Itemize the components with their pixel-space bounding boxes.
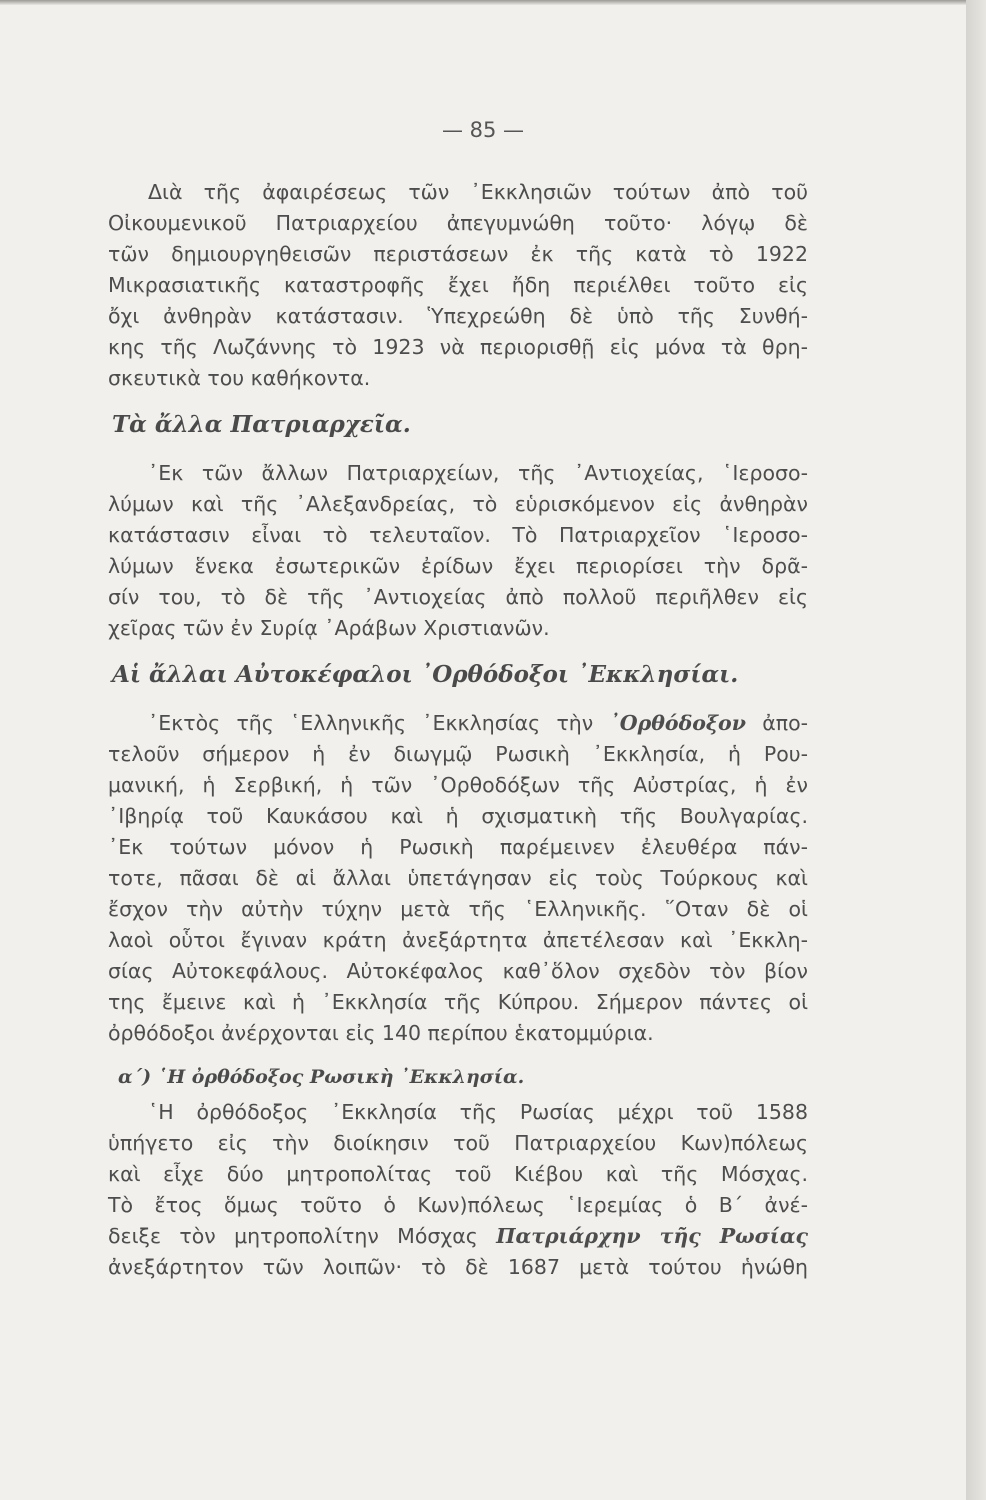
- emphasis-patriarch: Πατριάρχην τῆς Ρωσίας: [496, 1224, 808, 1248]
- text-line: [148, 708, 808, 739]
- text-line: ἀνεξάρτητον τῶν λοιπῶν· τὸ δὲ 1687 μετὰ τούτου ἡνώθη: [108, 1255, 808, 1279]
- emphasis-orthodox: ᾿Ορθόδοξον: [609, 711, 746, 735]
- scan-right-edge: [966, 0, 986, 1500]
- section-heading-autocephalous: Αἱ ἄλλαι Αὐτοκέφαλοι ᾿Ορθόδοξοι ᾿Εκκλησίαι.: [112, 661, 739, 688]
- section-heading-patriarchates: Τὰ ἄλλα Πατριαρχεῖα.: [112, 411, 411, 438]
- text-span: ἀπο-: [745, 711, 809, 735]
- text-line: κατάστασιν εἶναι τὸ τελευταῖον. Τὸ Πατριαρχεῖον ῾Ιεροσο-: [108, 523, 808, 547]
- text-line: ὀρθόδοξοι ἀνέρχονται εἰς 140 περίπου ἑκατομμύρια.: [108, 1021, 654, 1045]
- text-line: Οἰκουμενικοῦ Πατριαρχείου ἀπεγυμνώθη τοῦτο· λόγῳ δὲ: [108, 211, 808, 235]
- text-line: ᾿Ιβηρίᾳ τοῦ Καυκάσου καὶ ἡ σχισματικὴ τῆς Βουλγαρίας.: [108, 804, 808, 828]
- text-line: της ἔμεινε καὶ ἡ ᾿Εκκλησία τῆς Κύπρου. Σήμερον πάντες οἱ: [108, 990, 808, 1014]
- text-line: τελοῦν σήμερον ἡ ἐν διωγμῷ Ρωσικὴ ᾿Εκκλησία, ἡ Ρου-: [108, 742, 808, 766]
- text-line: ὄχι ἀνθηρὰν κατάστασιν. Ὑπεχρεώθη δὲ ὑπὸ τῆς Συνθή-: [108, 304, 808, 328]
- text-line: τοτε, πᾶσαι δὲ αἱ ἄλλαι ὑπετάγησαν εἰς τοὺς Τούρκους καὶ: [108, 866, 808, 890]
- text-line: κης τῆς Λωζάννης τὸ 1923 νὰ περιορισθῇ εἰς μόνα τὰ θρη-: [108, 335, 808, 359]
- text-line: καὶ εἶχε δύο μητροπολίτας τοῦ Κιέβου καὶ τῆς Μόσχας.: [108, 1162, 808, 1186]
- text-span: δειξε τὸν μητροπολίτην Μόσχας: [108, 1224, 497, 1248]
- text-line: ᾿Εκ τούτων μόνον ἡ Ρωσικὴ παρέμεινεν ἐλευθέρα πάν-: [108, 835, 808, 859]
- text-line: λύμων καὶ τῆς ᾿Αλεξανδρείας, τὸ εὑρισκόμενον εἰς ἀνθηρὰν: [108, 492, 808, 516]
- text-span: ᾿Εκτὸς τῆς ῾Ελληνικῆς ᾿Εκκλησίας τὴν: [148, 711, 610, 735]
- text-line: λαοὶ οὗτοι ἔγιναν κράτη ἀνεξάρτητα ἀπετέλεσαν καὶ ᾿Εκκλη-: [108, 928, 808, 952]
- text-line: ᾿Εκ τῶν ἄλλων Πατριαρχείων, τῆς ᾿Αντιοχείας, ῾Ιεροσο-: [148, 461, 808, 485]
- text-line: Τὸ ἔτος ὅμως τοῦτο ὁ Κων)πόλεως ῾Ιερεμίας ὁ Β΄ ἀνέ-: [108, 1193, 808, 1217]
- text-line: σίν του, τὸ δὲ τῆς ᾿Αντιοχείας ἀπὸ πολλοῦ περιῆλθεν εἰς: [108, 585, 808, 609]
- text-line: λύμων ἕνεκα ἐσωτερικῶν ἐρίδων ἔχει περιορίσει τὴν δρᾶ-: [108, 554, 808, 578]
- text-line: χεῖρας τῶν ἐν Συρίᾳ ᾿Αράβων Χριστιανῶν.: [108, 616, 550, 640]
- text-line: σίας Αὐτοκεφάλους. Αὐτοκέφαλος καθ᾿ὅλον σχεδὸν τὸν βίον: [108, 959, 808, 983]
- scan-top-edge: [0, 0, 966, 5]
- text-line: ῾Η ὀρθόδοξος ᾿Εκκλησία τῆς Ρωσίας μέχρι τοῦ 1588: [148, 1100, 808, 1124]
- page-number: — 85 —: [441, 118, 525, 142]
- subsection-heading-russian-church: α΄) ῾Η ὀρθόδοξος Ρωσικὴ ᾿Εκκλησία.: [118, 1066, 525, 1088]
- text-line: [108, 1221, 808, 1252]
- text-line: μανική, ἡ Σερβική, ἡ τῶν ᾿Ορθοδόξων τῆς Αὐστρίας, ἡ ἐν: [108, 773, 808, 797]
- text-line: Διὰ τῆς ἀφαιρέσεως τῶν ᾿Εκκλησιῶν τούτων ἀπὸ τοῦ: [148, 180, 808, 204]
- text-line: ἔσχον τὴν αὐτὴν τύχην μετὰ τῆς ῾Ελληνικῆς. ῞Οταν δὲ οἱ: [108, 897, 808, 921]
- text-line: σκευτικὰ του καθήκοντα.: [108, 366, 371, 390]
- text-line: τῶν δημιουργηθεισῶν περιστάσεων ἐκ τῆς κατὰ τὸ 1922: [108, 242, 808, 266]
- text-line: ὑπήγετο εἰς τὴν διοίκησιν τοῦ Πατριαρχείου Κων)πόλεως: [108, 1131, 808, 1155]
- text-line: Μικρασιατικῆς καταστροφῆς ἔχει ἤδη περιέλθει τοῦτο εἰς: [108, 273, 808, 297]
